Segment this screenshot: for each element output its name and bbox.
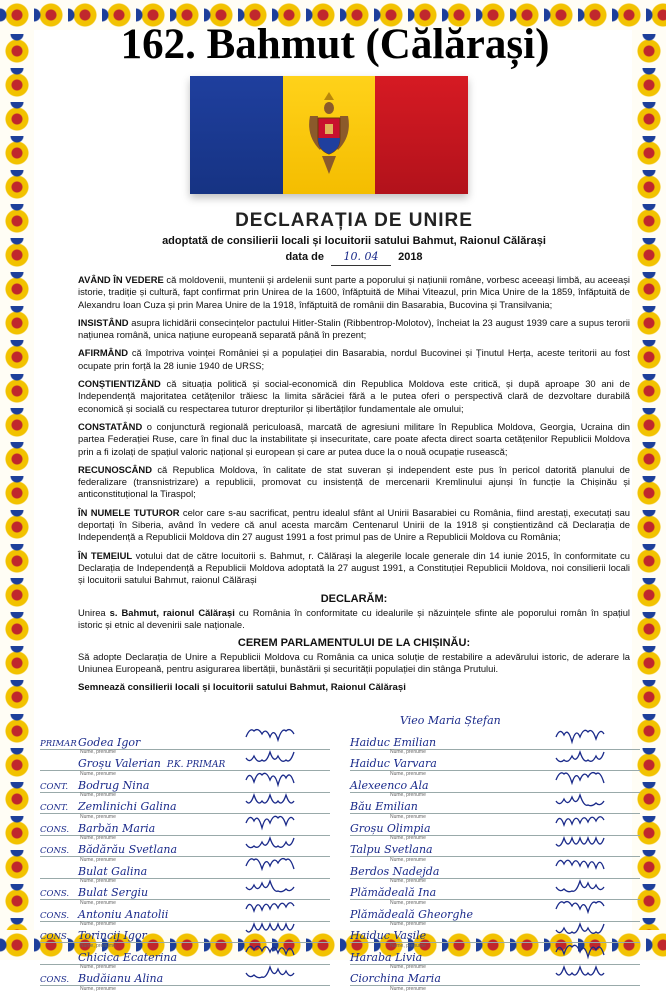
signature-scribble <box>556 920 610 940</box>
signature-caption: Nume, prenume <box>390 985 426 992</box>
signature-name: Bulat Galina <box>78 864 148 878</box>
page-title: 162. Bahmut (Călărași) <box>120 21 550 68</box>
signature-name: Chicica Ecaterina <box>78 950 178 964</box>
signature-note: P.K. PRIMAR <box>166 760 226 770</box>
signature-name: Bădărău Svetlana <box>78 843 178 856</box>
signature-row <box>40 857 330 884</box>
signature-row <box>40 900 330 927</box>
declaration-subtitle: adoptată de consilierii locali și locuitorii satului Bahmut, Raionul Călărași <box>162 235 546 247</box>
signature-row <box>350 900 640 927</box>
signature-caption: Nume, prenume <box>390 964 426 970</box>
signature-column-left <box>40 728 330 992</box>
signature-caption: Nume, prenume <box>80 964 116 970</box>
declaration-title: DECLARAȚIA DE UNIRE <box>235 210 473 231</box>
sign-header: Semnează consilierii locali și locuitorii satului Bahmut, Raionul Călărași <box>78 681 406 693</box>
signature-scribble <box>556 813 610 833</box>
para-in-numele: ÎN NUMELE TUTUROR celor care s-au sacrificat, pentru idealul sfânt al Unirii Basarabiei cu România, fiind arestați, executați sau deportați în Siberia, având în vedere că anul acesta marcăm Centenarul Unirii de la 1918 și conștientizând că Declarația de Independență a Republicii Moldova din 27 august 1991 a fost primul pas de Unire a Republicii Moldova cu România; <box>78 506 630 543</box>
para-insistand: INSISTÂND asupra lichidării consecințelor pactului Hitler-Stalin (Ribbentrop-Molotov), încheiat la 23 august 1939 care a supus terorii națiunea română, unica națiune europeană separată până în prezent; <box>78 316 630 341</box>
signature-name: Haraba Livia <box>350 950 423 964</box>
signature-role: CONS. <box>40 846 70 856</box>
para-afirmand: AFIRMÂND că împotriva voinței României și a populației din Basarabia, nordul Bucovinei și Ținutul Herța, aceste teritorii au fost ocupate prin forță la 28 iunie 1940 de URSS; <box>78 347 630 371</box>
signature-caption: Nume, prenume <box>80 749 116 755</box>
signature-row <box>350 793 640 820</box>
signature-scribble <box>556 770 610 790</box>
signature-caption: Nume, prenume <box>80 856 116 863</box>
signature-scribble <box>246 770 300 790</box>
signature-caption: Nume, prenume <box>80 899 116 906</box>
signature-caption: Nume, prenume <box>390 899 426 906</box>
signature-list <box>40 714 630 992</box>
handwritten-date: 10. 04 <box>331 249 391 266</box>
signature-scribble <box>556 942 610 962</box>
signature-scribble <box>246 834 300 854</box>
date-line: data de 10. 04 2018 <box>78 249 630 266</box>
signature-row <box>40 943 330 970</box>
signature-role: CONS. <box>40 824 70 835</box>
signature-scribble <box>556 748 610 768</box>
signature-name: Godea Igor <box>78 735 141 749</box>
para-constatand: CONSTATÂND o conjunctură regională periculoasă, marcată de agresiuni militare în Republica Moldova, Georgia, Ucraina din partea Federației Ruse, care în final duc la instabilitate și insecuritate, care poate afecta direct soarta cetățenilor Republicii Moldova prin a fi izolați de spațiul valoric național și european și care ar putea duce la o nouă ocupație rusească; <box>78 420 630 457</box>
para-in-temeiul: ÎN TEMEIUL votului dat de către locuitorii s. Bahmut, r. Călărași la alegerile locale generale din 14 iunie 2015, în conformitate cu Declarația de Independență a Republicii Moldova adoptată la 27 august 1991, a Constituției Republicii Moldova, noi consilierii locali și locuitorii satului Bahmut, raionul Călărași <box>78 549 630 586</box>
declaration-body <box>78 210 630 694</box>
signature-caption: Nume, prenume <box>80 813 116 820</box>
signature-caption: Nume, prenume <box>390 856 426 863</box>
signature-role: PRIMAR <box>40 738 77 749</box>
signature-row <box>40 793 330 820</box>
signature-row <box>40 836 330 863</box>
signature-caption: Nume, prenume <box>390 813 426 820</box>
signature-row <box>40 879 330 906</box>
para-recunoscand: RECUNOSCÂND că Republica Moldova, în calitate de stat suveran și independent este pus în pericol datorită planului de federalizare (transnistrizare) a republicii, promovat cu insistență de mercenarii Kremlinului ajunși în funcție la Chișinău și anticonstituțional la Tiraspol; <box>78 463 630 500</box>
signature-row <box>40 771 330 798</box>
moldova-flag <box>190 76 468 194</box>
signature-caption: Nume, prenume <box>80 921 116 927</box>
signature-caption: Nume, prenume <box>80 770 116 777</box>
signature-caption: Nume, prenume <box>80 792 116 798</box>
signature-name: Plămădeală Gheorghe <box>350 907 474 921</box>
signature-scribble <box>556 899 610 919</box>
coat-of-arms-icon <box>306 90 352 182</box>
signature-row <box>350 965 640 992</box>
signature-name: Talpu Svetlana <box>350 843 433 856</box>
signature-caption: Nume, prenume <box>390 921 426 927</box>
signature-name: Zemlinichi Galina <box>78 800 177 813</box>
signature-name: Barbăn Maria <box>78 821 156 835</box>
signature-scribble <box>246 791 300 811</box>
signature-name: Haiduc Vasile <box>350 929 427 942</box>
signature-row <box>350 836 640 863</box>
signature-row <box>40 814 330 841</box>
cerem-heading: CEREM PARLAMENTULUI DE LA CHIȘINĂU: <box>237 637 471 650</box>
signature-scribble <box>246 920 300 940</box>
signature-row <box>350 879 640 906</box>
signature-caption: Nume, prenume <box>390 749 426 755</box>
signature-row <box>40 750 330 777</box>
signature-name: Berdos Nadejda <box>350 864 440 878</box>
folk-border-left <box>0 0 34 960</box>
signature-scribble <box>246 813 300 833</box>
signature-scribble <box>246 877 300 897</box>
signature-caption: Nume, prenume <box>390 942 426 949</box>
signature-scribble <box>246 942 300 962</box>
signature-caption: Nume, prenume <box>80 878 116 884</box>
signature-name: Antoniu Anatolii <box>78 907 169 921</box>
signature-caption: Nume, prenume <box>80 985 116 992</box>
signature-scribble <box>246 856 300 876</box>
signature-row <box>350 771 640 798</box>
signature-row <box>40 965 330 992</box>
signature-name: Plămădeală Ina <box>350 886 437 899</box>
signature-scribble <box>246 748 300 768</box>
signature-role: CONT. <box>40 781 69 792</box>
signature-caption: Nume, prenume <box>80 942 116 949</box>
signature-caption: Nume, prenume <box>390 770 426 777</box>
signature-name: Groșu Olimpia <box>350 821 431 835</box>
handwritten-top-name: Vieo Maria Ștefan <box>400 714 501 727</box>
signature-scribble <box>556 834 610 854</box>
signature-name: Torincij Igor <box>78 929 147 942</box>
para-avand: AVÂND ÎN VEDERE că moldovenii, muntenii și ardelenii sunt parte a poporului și națiunii române, vorbesc aceeași limbă, au aceeași istorie, tradiție și cultură, fapt confirmat prin Unirea de la 1600, înfăptuită de Mihai Viteazul, prin Mica Unire de la 1859, înfăptuită de Alexandru Ioan Cuza și prin Marea Unire de la 1918, înfăptuită de românii din Basarabia, Bucovina și Transilvania; <box>78 274 630 310</box>
signature-row <box>350 943 640 970</box>
signature-scribble <box>246 727 300 747</box>
signature-scribble <box>246 899 300 919</box>
signature-role: CONS. <box>40 889 70 899</box>
signature-name: Alexeenco Ala <box>350 778 429 792</box>
signature-row <box>350 814 640 841</box>
signature-row <box>40 728 330 755</box>
signature-row <box>350 857 640 884</box>
signature-name: Groșu Valerian <box>78 757 161 770</box>
signature-name: Haiduc Emilian <box>350 735 437 749</box>
signature-scribble <box>556 856 610 876</box>
signature-role: CONT. <box>40 803 69 813</box>
para-constientizand: CONȘTIENTIZÂND că situația politică și social-economică din Republica Moldova este critică, și după aproape 30 ani de Independență majoritatea cetățenilor trăiesc la limita sărăciei fără a le putea oferi o perspectivă clară de dezvoltare durabilă economică și socială cu respectarea tuturor drepturilor și libertăților fundamentale ale omului; <box>78 378 630 414</box>
signature-name: Bău Emilian <box>350 800 418 813</box>
signature-row <box>350 728 640 755</box>
declaram-heading: DECLARĂM: <box>320 592 388 605</box>
signature-caption: Nume, prenume <box>390 792 426 798</box>
signature-name: Bulat Sergiu <box>78 886 149 899</box>
signature-caption: Nume, prenume <box>390 878 426 884</box>
signature-row <box>350 750 640 777</box>
signature-scribble <box>556 877 610 897</box>
signature-role: CONS. <box>40 932 70 942</box>
declaram-text: Unirea s. Bahmut, raionul Călărași cu România în conformitate cu idealurile și năzuințele sfinte ale poporului român în spațiul istoric și etnic al devenirii sale naționale. <box>78 606 630 630</box>
signature-role: CONS. <box>40 975 70 985</box>
signature-scribble <box>556 791 610 811</box>
signature-column-right <box>350 728 640 992</box>
signature-name: Ciorchina Maria <box>350 972 441 985</box>
signature-scribble <box>556 727 610 747</box>
signature-name: Budăianu Alina <box>78 972 164 985</box>
signature-caption: Nume, prenume <box>390 835 426 841</box>
signature-caption: Nume, prenume <box>80 835 116 841</box>
cerem-text: Să adopte Declarația de Unire a Republicii Moldova cu România ca unica soluție de restabilire a adevărului istoric, de aderare la Uniunea Europeană, pentru asigurarea libertății, bunăstării și securității populației din stânga Prutului. <box>78 651 630 675</box>
signature-name: Bodrug Nina <box>78 778 150 792</box>
signature-role: CONS. <box>40 910 70 921</box>
signature-name: Haiduc Varvara <box>350 757 437 770</box>
signature-row <box>350 922 640 949</box>
signature-scribble <box>246 963 300 983</box>
signature-scribble <box>556 963 610 983</box>
signature-row <box>40 922 330 949</box>
